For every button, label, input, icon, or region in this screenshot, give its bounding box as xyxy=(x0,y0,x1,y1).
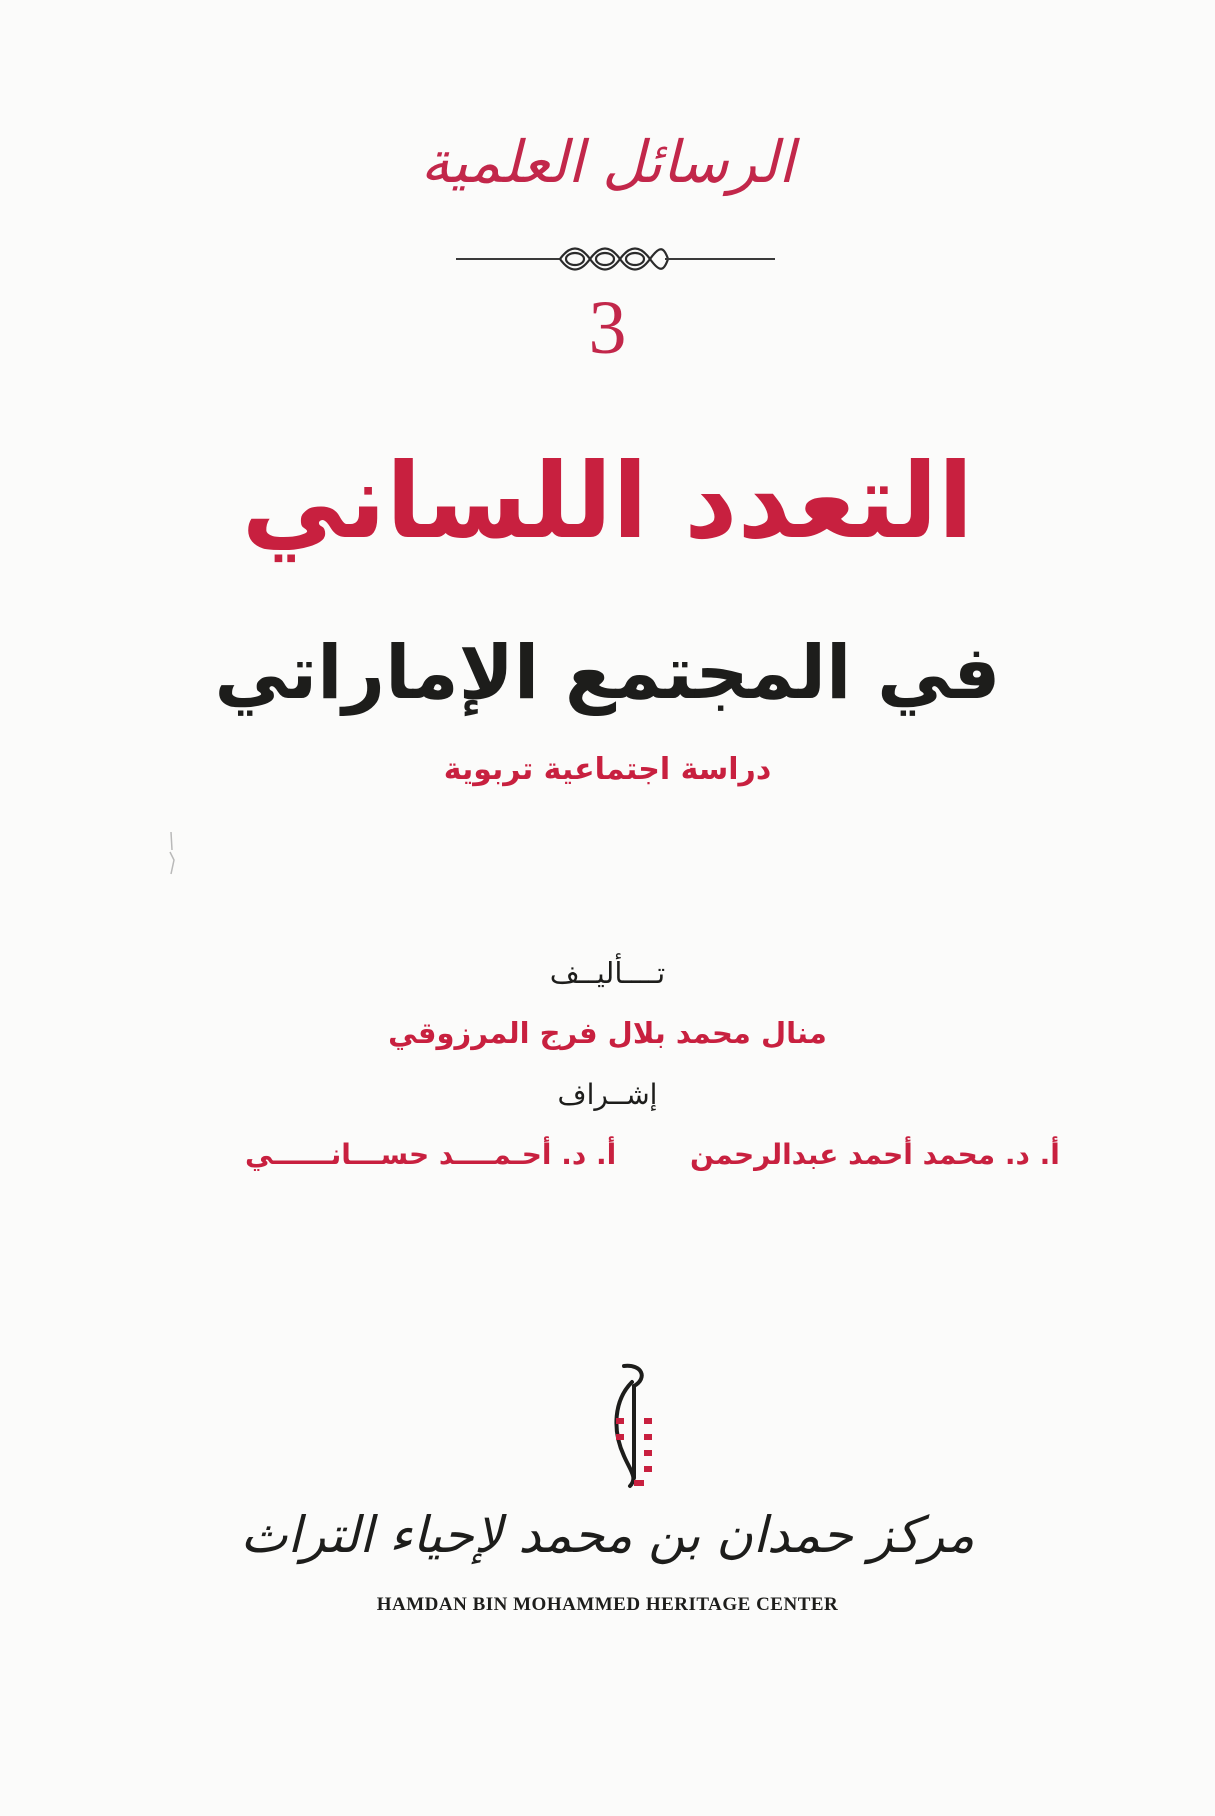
book-title-second-line: في المجتمع الإماراتي xyxy=(214,630,1001,716)
authorship-label: تــــأليــف xyxy=(549,956,666,990)
knot-ornament-icon xyxy=(556,243,671,275)
ornament-rule-left xyxy=(456,258,561,260)
book-title: التعدد اللساني xyxy=(241,440,974,562)
supervision-label: إشــراف xyxy=(557,1078,658,1111)
series-name: الرسائل العلمية xyxy=(420,128,795,196)
heritage-center-logo-icon xyxy=(594,1360,664,1490)
supervisor-name: أ. د. أحـمــــد حســـانــــــي xyxy=(245,1138,617,1171)
ornament-rule-right xyxy=(665,258,775,260)
author-name: منال محمد بلال فرج المرزوقي xyxy=(388,1016,827,1050)
book-subtitle: دراسة اجتماعية تربوية xyxy=(443,752,772,787)
publisher-name-english: HAMDAN BIN MOHAMMED HERITAGE CENTER xyxy=(376,1594,839,1615)
margin-mark xyxy=(168,830,178,876)
publisher-name-arabic: مركز حمدان بن محمد لإحياء التراث xyxy=(240,1506,975,1564)
series-number: 3 xyxy=(588,286,627,370)
supervisor-name: أ. د. محمد أحمد عبدالرحمن xyxy=(690,1138,1060,1171)
